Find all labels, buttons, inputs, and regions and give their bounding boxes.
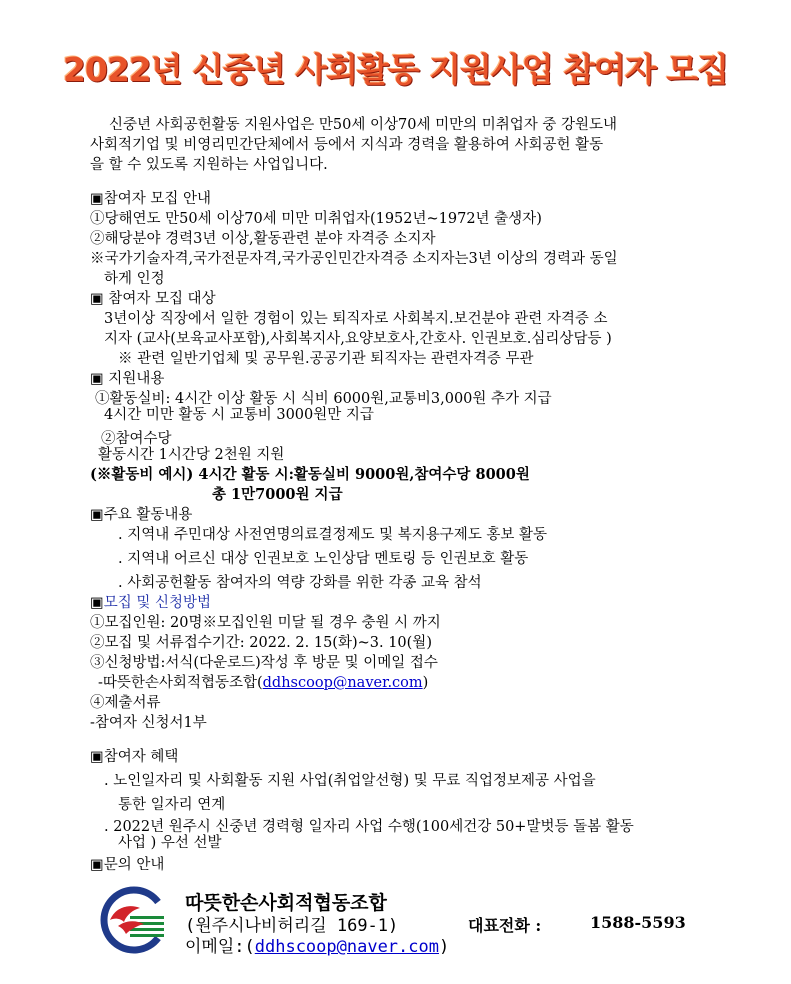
benefits-heading: ▣참여자 혜택: [90, 749, 179, 765]
application-email-suffix: ): [422, 675, 429, 691]
application-email-link[interactable]: ddhscoop@naver.com: [262, 675, 423, 691]
support-line-1: ①활동실비: 4시간 이상 활동 시 식비 6000원,교통비3,000원 추가 지급: [95, 391, 552, 407]
activities-line-3: . 사회공헌활동 참여자의 역량 강화를 위한 각종 교육 참석: [118, 575, 482, 591]
benefits-line-2: 통한 일자리 연계: [118, 797, 226, 813]
intro-line-1: 신중년 사회공헌활동 지원사업은 만50세 이상70세 미만의 미취업자 중 강원도내: [109, 117, 617, 133]
footer-email-label: 이메일:(: [185, 937, 255, 957]
intro-line-3: 을 할 수 있도록 지원하는 사업입니다.: [90, 157, 328, 173]
eligibility-heading: ▣참여자 모집 안내: [90, 191, 211, 207]
footer-address: (원주시나비허리길 169-1): [185, 916, 399, 936]
application-docs-heading: ④제출서류: [90, 695, 161, 711]
footer-email-line: [185, 932, 449, 957]
benefits-line-1: . 노인일자리 및 사회활동 지원 사업(취업알선형) 및 무료 직업정보제공 사업을: [104, 773, 596, 789]
footer-org-name: 따뜻한손사회적협동조합: [185, 892, 387, 914]
target-line-3: ※ 관련 일반기업체 및 공무원.공공기관 퇴직자는 관련자격증 무관: [118, 351, 534, 367]
support-example-1: (※활동비 예시) 4시간 활동 시:활동실비 9000원,참여수당 8000원: [90, 466, 530, 483]
target-line-1: 3년이상 직장에서 일한 경험이 있는 퇴직자로 사회복지.보건분야 관련 자격증 소: [104, 311, 608, 327]
page-title: 2022년 신중년 사회활동 지원사업 참여자 모집: [62, 50, 729, 89]
benefits-line-3: . 2022년 원주시 신중년 경력형 일자리 사업 수행(100세건강 50+말벗등 돌봄 활동: [104, 819, 634, 835]
application-line-2: ②모집 및 서류접수기간: 2022. 2. 15(화)~3. 10(월): [90, 635, 432, 651]
application-heading-text: 모집 및 신청방법: [103, 595, 211, 611]
footer-email-link[interactable]: ddhscoop@naver.com: [254, 937, 439, 957]
benefits-line-4: 사업 ) 우선 선발: [118, 835, 222, 851]
application-email-line: [98, 674, 428, 692]
footer-phone-label: 대표전화 :: [468, 916, 542, 935]
target-line-2: 지자 (교사(보육교사포함),사회복지사,요양보호사,간호사. 인권보호.심리상담등 ): [104, 331, 612, 347]
support-heading: ▣ 지원내용: [90, 371, 165, 387]
eligibility-line-1: ①당해연도 만50세 이상70세 미만 미취업자(1952년~1972년 출생자): [90, 211, 542, 227]
contact-heading: ▣문의 안내: [90, 857, 165, 873]
support-line-4: 활동시간 1시간당 2천원 지원: [98, 447, 285, 463]
application-heading-box: ▣: [90, 595, 104, 611]
support-example-2: 총 1만7000원 지급: [212, 486, 343, 503]
application-docs: -참여자 신청서1부: [90, 715, 207, 731]
eligibility-line-3: ※국가기술자격,국가전문자격,국가공인민간자격증 소지자는3년 이상의 경력과 동일: [90, 251, 618, 267]
target-heading: ▣ 참여자 모집 대상: [90, 291, 216, 307]
footer-phone-number: 1588-5593: [590, 913, 686, 932]
support-line-3: ②참여수당: [101, 431, 172, 447]
application-heading: [90, 594, 211, 612]
application-line-1: ①모집인원: 20명※모집인원 미달 될 경우 충원 시 까지: [90, 615, 441, 631]
support-line-2: 4시간 미만 활동 시 교통비 3000원만 지급: [104, 407, 374, 423]
intro-line-2: 사회적기업 및 비영리민간단체에서 등에서 지식과 경력을 활용하여 사회공헌 활동: [90, 137, 604, 153]
activities-line-2: . 지역내 어르신 대상 인권보호 노인상담 멘토링 등 인권보호 활동: [118, 551, 529, 567]
application-line-3: ③신청방법:서식(다운로드)작성 후 방문 및 이메일 접수: [90, 655, 438, 671]
application-email-prefix: -따뜻한손사회적협동조합(: [98, 675, 263, 691]
activities-line-1: . 지역내 주민대상 사전연명의료결정제도 및 복지용구제도 홍보 활동: [118, 527, 548, 543]
footer-email-suffix: ): [438, 937, 450, 957]
eligibility-line-4: 하게 인정: [104, 271, 165, 287]
eligibility-line-2: ②해당분야 경력3년 이상,활동관련 분야 자격증 소지자: [90, 231, 436, 247]
coop-logo-icon: [100, 886, 168, 954]
activities-heading: ▣주요 활동내용: [90, 507, 193, 523]
